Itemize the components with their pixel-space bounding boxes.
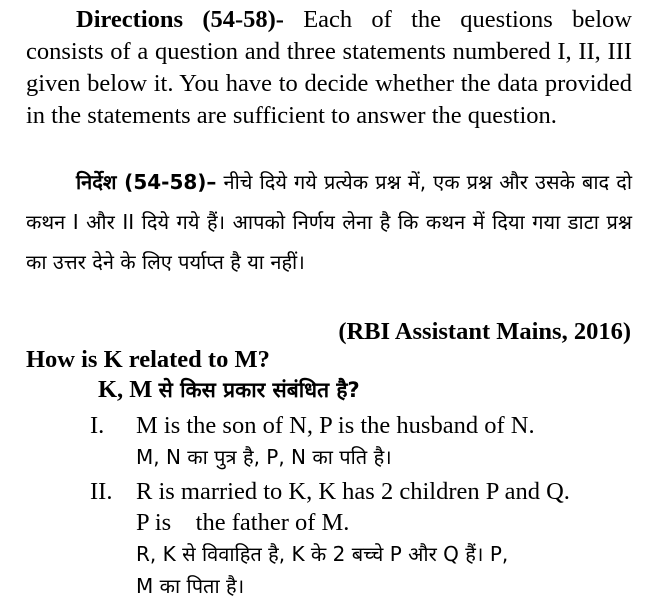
question-hindi [98,376,360,404]
directions-hindi-text: नीचे दिये गये प्रत्येक प्रश्न में, एक प्रश्न और उसके बाद दो कथन I और II दिये गये हैं। आपको निर्णय लेना है कि कथन में दिया गया डाटा प्रश्न का उत्तर देने के लिए पर्याप्त है या नहीं। [26,170,632,274]
statement-2-number: II. [90,478,113,505]
directions-english [26,4,632,132]
statement-2-english-line-1: R is married to K, K has 2 children P and Q. [136,478,570,505]
statement-1 [90,410,630,473]
directions-english-label: Directions (54-58)- [76,6,284,33]
statement-1-english: M is the son of N, P is the husband of N. [136,412,535,439]
statement-1-hindi: M, N का पुत्र है, P, N का पति है। [136,445,392,469]
directions-hindi [26,162,632,282]
question-english: How is K related to M? [26,346,270,373]
statement-2-english-line-2: P is the father of M. [136,509,350,536]
directions-hindi-label: निर्देश (54-58)– [76,170,217,194]
exam-source: (RBI Assistant Mains, 2016) [338,318,631,345]
directions-english-text: Each of the questions below consists of a question and three statements numbered I, II, III given below it. You have to decide whether the data provided in the statements are sufficient to answer the question. [26,6,632,129]
statement-2-hindi-line-1: R, K से विवाहित है, K के 2 बच्चे P और Q हैं। P, [136,542,509,566]
question-hindi-prefix: K, M [98,376,159,403]
statement-2 [90,476,630,602]
statement-2-hindi-line-2: M का पिता है। [136,574,245,598]
statement-1-number: I. [90,412,105,439]
question-hindi-text: से किस प्रकार संबंधित है? [158,378,360,402]
